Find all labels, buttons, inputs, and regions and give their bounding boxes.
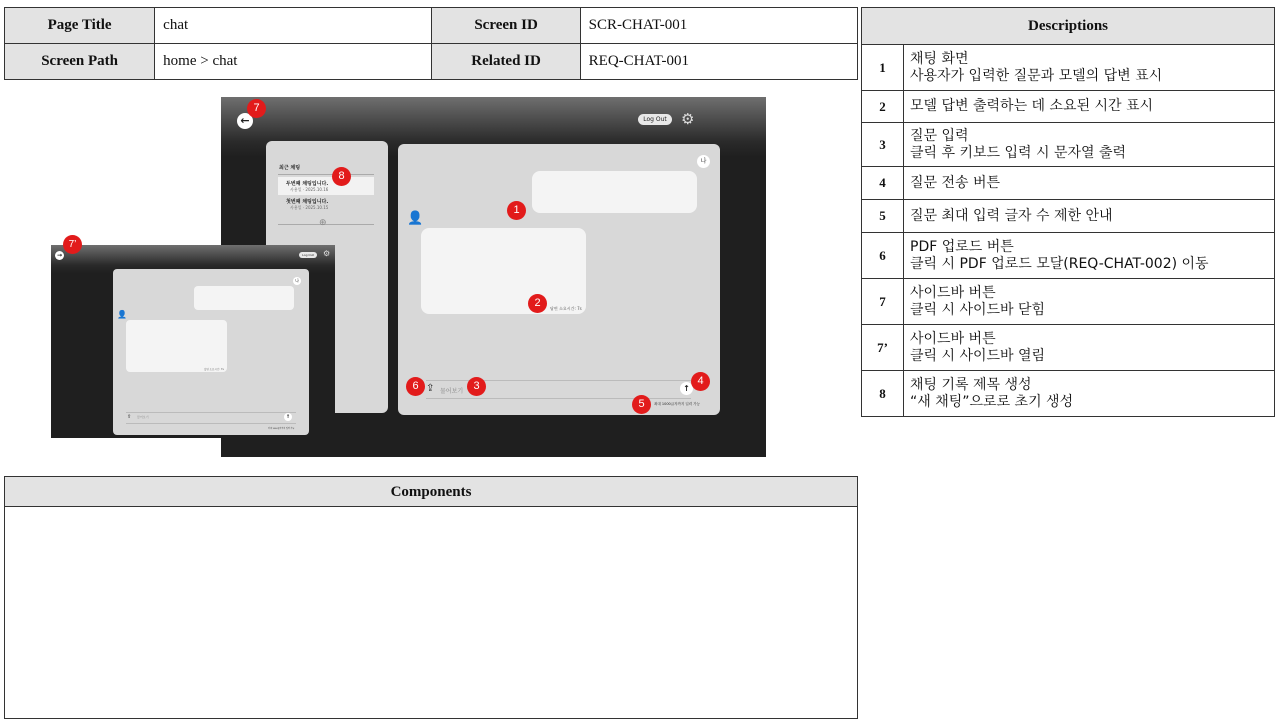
desc-text: 모델 답변 출력하는 데 소요된 시간 표시 bbox=[904, 91, 1275, 123]
question-input[interactable]: 물어보기 bbox=[137, 415, 149, 419]
gear-icon[interactable]: ⚙ bbox=[323, 249, 331, 258]
desc-num: 1 bbox=[862, 45, 904, 91]
desc-text: 질문 최대 입력 글자 수 제한 안내 bbox=[904, 200, 1275, 233]
marker-7-prime: 7’ bbox=[63, 235, 82, 254]
user-avatar-icon: 👤 bbox=[117, 310, 127, 319]
desc-text: 사이드바 버튼 클릭 시 사이드바 닫힘 bbox=[904, 279, 1275, 325]
desc-num: 5 bbox=[862, 200, 904, 233]
descriptions-table bbox=[861, 7, 1275, 417]
marker-5: 5 bbox=[632, 395, 651, 414]
screen-path-value: home > chat bbox=[155, 44, 432, 80]
arrow-left-icon[interactable]: ← bbox=[237, 113, 253, 129]
desc-text: PDF 업로드 버튼 클릭 시 PDF 업로드 모달(REQ-CHAT-002) 이동 bbox=[904, 233, 1275, 279]
page-title-label: Page Title bbox=[5, 8, 155, 44]
desc-text: 채팅 기록 제목 생성 “새 채팅”으로로 초기 생성 bbox=[904, 371, 1275, 417]
user-badge: 나 bbox=[293, 277, 301, 285]
logout-button[interactable]: Log Out bbox=[299, 252, 317, 258]
chat-mockup-closed bbox=[51, 239, 335, 438]
upload-icon[interactable]: ⇪ bbox=[127, 414, 132, 420]
model-answer-bubble bbox=[421, 228, 586, 314]
history-title: 최근 채팅 bbox=[279, 165, 301, 171]
components-box bbox=[4, 476, 858, 719]
screen-info-table bbox=[4, 7, 858, 80]
arrow-right-icon[interactable]: → bbox=[56, 252, 63, 259]
user-badge: 나 bbox=[697, 155, 710, 168]
desc-num: 4 bbox=[862, 167, 904, 200]
model-answer-bubble bbox=[126, 320, 227, 372]
history-item[interactable]: 두번째 채팅입니다. 사용일 · 2025.10.16 bbox=[278, 177, 374, 195]
marker-6: 6 bbox=[406, 377, 425, 396]
question-input[interactable]: 물어보기 bbox=[440, 388, 464, 395]
marker-8: 8 bbox=[332, 167, 351, 186]
chat-panel bbox=[398, 144, 720, 415]
marker-4: 4 bbox=[691, 372, 710, 391]
user-message-bubble bbox=[194, 286, 294, 310]
user-avatar-icon: 👤 bbox=[407, 211, 424, 226]
marker-2: 2 bbox=[528, 294, 547, 313]
desc-num: 3 bbox=[862, 123, 904, 167]
screen-path-label: Screen Path bbox=[5, 44, 155, 80]
marker-3: 3 bbox=[467, 377, 486, 396]
marker-1: 1 bbox=[507, 201, 526, 220]
desc-num: 2 bbox=[862, 91, 904, 123]
desc-num: 7’ bbox=[862, 325, 904, 371]
elapsed-time: 답변 소요시간: 7s bbox=[550, 306, 582, 311]
send-button[interactable]: ↑ bbox=[680, 382, 693, 395]
marker-7: 7 bbox=[247, 99, 266, 118]
related-id-value: REQ-CHAT-001 bbox=[580, 44, 857, 80]
input-limit-note: 최대 1000글자까지 입력 가능 bbox=[654, 402, 701, 406]
desc-text: 질문 전송 버튼 bbox=[904, 167, 1275, 200]
desc-num: 6 bbox=[862, 233, 904, 279]
input-limit-note: 최대 1000글자까지 입력 가능 bbox=[268, 428, 295, 430]
sidebar-toggle-icon[interactable]: ⊕ bbox=[319, 218, 327, 228]
desc-num: 8 bbox=[862, 371, 904, 417]
descriptions-title: Descriptions bbox=[862, 8, 1275, 45]
history-item[interactable]: 첫번째 채팅입니다. 사용일 · 2025.10.15 bbox=[286, 199, 329, 210]
related-id-label: Related ID bbox=[432, 44, 580, 80]
chat-panel bbox=[113, 269, 309, 435]
upload-icon[interactable]: ⇪ bbox=[426, 383, 435, 394]
send-button[interactable]: ↑ bbox=[285, 414, 291, 420]
desc-text: 사이드바 버튼 클릭 시 사이드바 열림 bbox=[904, 325, 1275, 371]
user-message-bubble bbox=[532, 171, 697, 213]
screen-id-label: Screen ID bbox=[432, 8, 580, 44]
gear-icon[interactable]: ⚙ bbox=[681, 110, 695, 128]
screen-id-value: SCR-CHAT-001 bbox=[580, 8, 857, 44]
desc-text: 질문 입력 클릭 후 키보드 입력 시 문자열 출력 bbox=[904, 123, 1275, 167]
elapsed-time: 답변 소요시간: 7s bbox=[204, 368, 224, 371]
page-title-value: chat bbox=[155, 8, 432, 44]
components-title: Components bbox=[5, 477, 857, 507]
logout-button[interactable]: Log Out bbox=[638, 114, 672, 125]
desc-num: 7 bbox=[862, 279, 904, 325]
desc-text: 채팅 화면 사용자가 입력한 질문과 모델의 답변 표시 bbox=[904, 45, 1275, 91]
